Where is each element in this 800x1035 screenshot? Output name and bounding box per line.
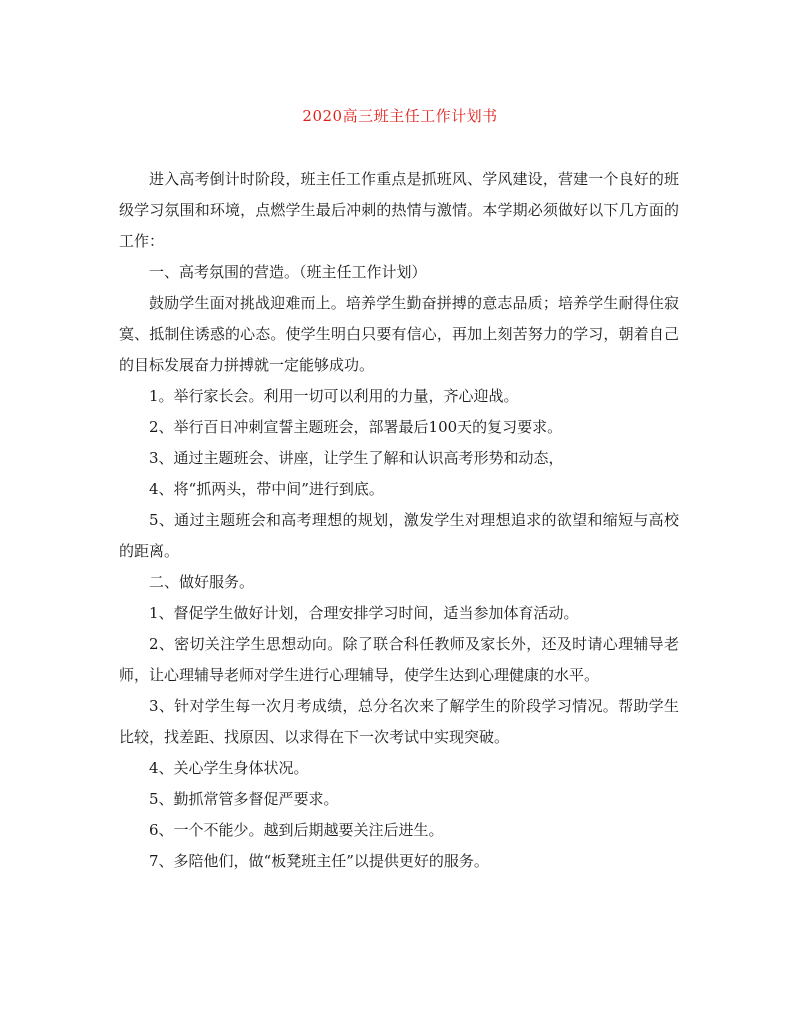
list-item: 2、密切关注学生思想动向。除了联合科任教师及家长外，还及时请心理辅导老师，让心理辅导老师对学生进行心理辅导，使学生达到心理健康的水平。	[119, 635, 679, 684]
list-item: 4、将“抓两头，带中间”进行到底。	[149, 480, 384, 498]
list-item: 6、一个不能少。越到后期越要关注后进生。	[149, 821, 444, 839]
list-item: 1。举行家长会。利用一切可以利用的力量，齐心迎战。	[149, 387, 519, 405]
list-item: 5、勤抓常管多督促严要求。	[149, 790, 339, 808]
document-body	[119, 164, 679, 877]
paragraph-intro: 进入高考倒计时阶段，班主任工作重点是抓班风、学风建设，营建一个良好的班级学习氛围和环境，点燃学生最后冲刺的热情与激情。本学期必须做好以下几方面的工作：	[119, 170, 679, 250]
list-item: 7、多陪他们，做“板凳班主任”以提供更好的服务。	[149, 852, 489, 870]
document-title: 2020高三班主任工作计划书	[302, 107, 498, 125]
paragraph-encourage: 鼓励学生面对挑战迎难而上。培养学生勤奋拼搏的意志品质；培养学生耐得住寂寞、抵制住诱惑的心态。使学生明白只要有信心，再加上刻苦努力的学习，朝着自己的目标发展奋力拼搏就一定能够成功。	[119, 294, 679, 374]
list-item: 3、针对学生每一次月考成绩，总分名次来了解学生的阶段学习情况。帮助学生比较，找差距、找原因、以求得在下一次考试中实现突破。	[119, 697, 679, 746]
section-heading-2: 二、做好服务。	[149, 573, 255, 591]
list-item: 3、通过主题班会、讲座，让学生了解和认识高考形势和动态，	[149, 449, 564, 467]
list-item: 5、通过主题班会和高考理想的规划，激发学生对理想追求的欲望和缩短与高校的距离。	[119, 511, 679, 560]
section-heading-1: 一、高考氛围的营造。（班主任工作计划）	[149, 263, 427, 281]
list-item: 4、关心学生身体状况。	[149, 759, 309, 777]
list-item: 1、督促学生做好计划，合理安排学习时间，适当参加体育活动。	[149, 604, 579, 622]
list-item: 2、举行百日冲刺宣誓主题班会，部署最后100天的复习要求。	[149, 418, 563, 436]
